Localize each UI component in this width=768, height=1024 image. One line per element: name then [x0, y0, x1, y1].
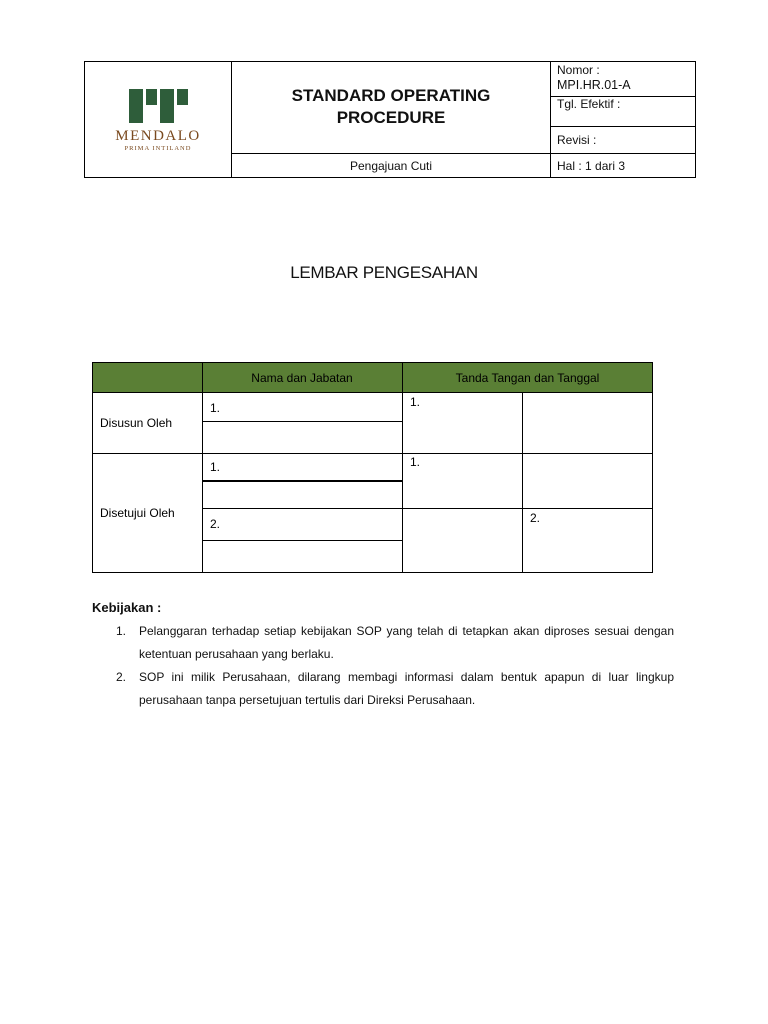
policy-item-1-line1: Pelanggaran terhadap setiap kebijakan SOP yang telah di tetapkan akan diproses sesuai dengan: [139, 624, 674, 638]
revisi-label: Revisi :: [557, 133, 597, 147]
page-heading: LEMBAR PENGESAHAN: [290, 263, 478, 282]
disetujui-name-no-1: 1.: [210, 460, 221, 474]
disusun-name-no: 1.: [210, 401, 221, 415]
tgl-efektif-label: Tgl. Efektif :: [557, 97, 621, 111]
disusun-sign-no: 1.: [410, 395, 421, 409]
col-header-sign: Tanda Tangan dan Tanggal: [455, 371, 600, 385]
svg-text:MENDALO: MENDALO: [115, 128, 201, 144]
approval-table: [92, 362, 653, 573]
nomor-value: MPI.HR.01-A: [557, 78, 631, 92]
row-label-disetujui: Disetujui Oleh: [100, 506, 175, 520]
col-header-name: Nama dan Jabatan: [251, 371, 353, 385]
policy-item-1-number: 1.: [116, 624, 127, 638]
row-label-disusun: Disusun Oleh: [100, 416, 173, 430]
policy-item-2-number: 2.: [116, 670, 127, 684]
sop-title: [231, 85, 551, 129]
svg-text:PRIMA INTILAND: PRIMA INTILAND: [124, 145, 192, 152]
policy-title: Kebijakan :: [92, 600, 162, 615]
policy-item-2-line1: SOP ini milik Perusahaan, dilarang membagi informasi dalam bentuk apapun di luar lingkup: [139, 670, 674, 684]
sop-subject: Pengajuan Cuti: [349, 159, 433, 173]
document-header: [84, 61, 696, 178]
nomor-label: Nomor :: [557, 63, 600, 77]
sop-title-line2: PROCEDURE: [336, 108, 446, 127]
policy-item-2-line2: perusahaan tanpa persetujuan tertulis dari Direksi Perusahaan.: [139, 693, 476, 707]
disetujui-sign-no-2: 2.: [530, 511, 541, 525]
sop-title-line1: STANDARD OPERATING: [291, 86, 491, 105]
company-logo: [103, 84, 213, 156]
mendalo-logo-icon: [103, 84, 213, 156]
disetujui-sign-no-1: 1.: [410, 455, 421, 469]
page-counter: Hal : 1 dari 3: [557, 159, 626, 173]
disetujui-name-no-2: 2.: [210, 517, 221, 531]
policy-item-1-line2: ketentuan perusahaan yang berlaku.: [139, 647, 334, 661]
